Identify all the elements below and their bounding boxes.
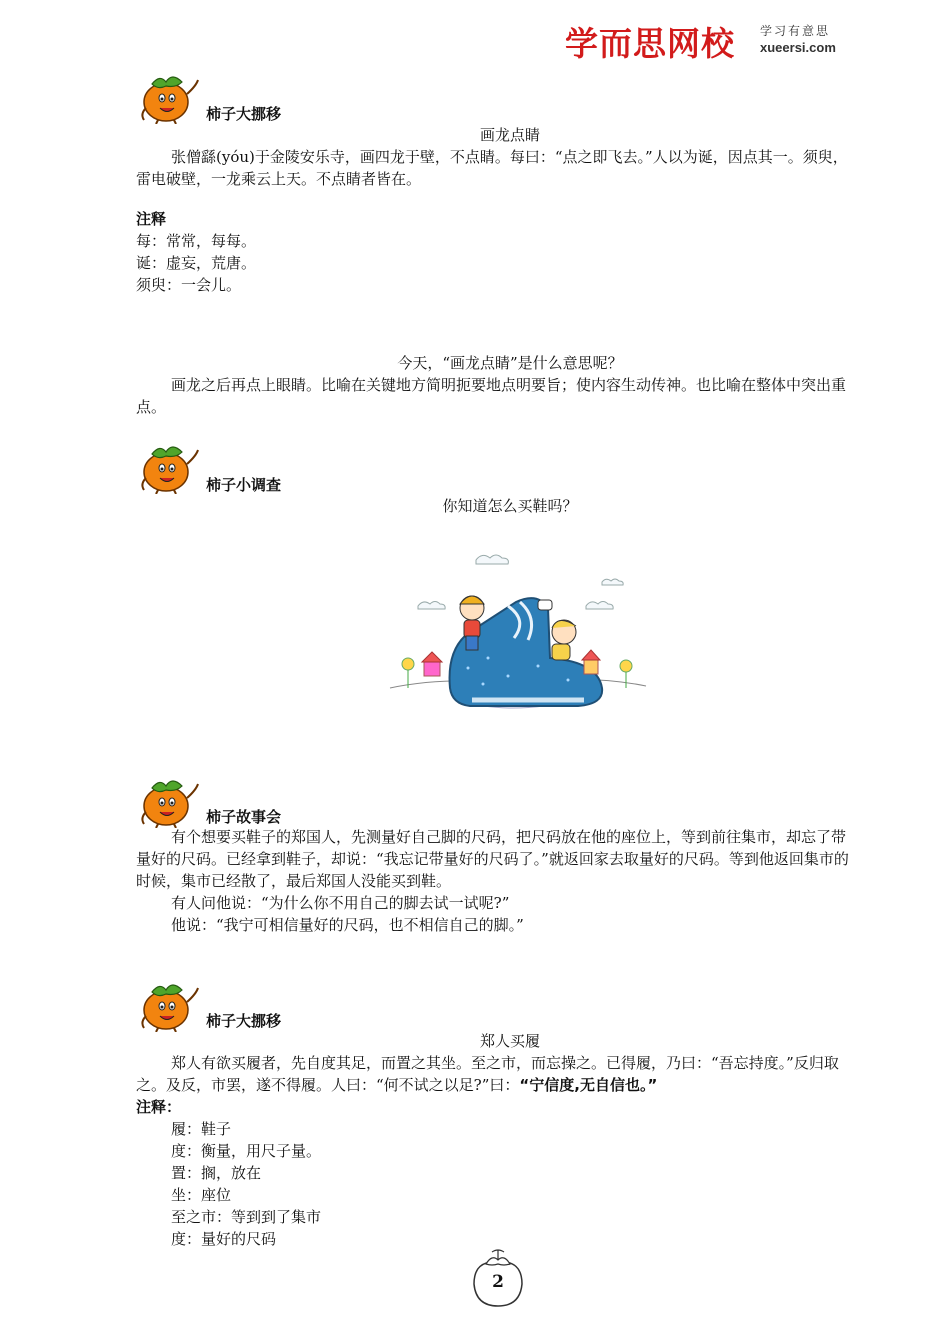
classical-text: 张僧繇(yóu)于金陵安乐寺，画四龙于壁，不点睛。每曰：“点之即飞去。”人以为诞，因点其一。须臾，雷电破壁，一龙乘云上天。不点睛者皆在。 <box>136 148 848 188</box>
page-number: 2 <box>492 1272 504 1292</box>
persimmon-mascot-icon <box>138 770 202 828</box>
kids-on-shoe-illustration <box>388 548 650 716</box>
notes-label: 注释： <box>136 1098 182 1116</box>
note-item: 每：常常，每每。 <box>136 232 257 250</box>
story-title: 画龙点睛 <box>479 126 540 144</box>
story-paragraph: 有人问他说：“为什么你不用自己的脚去试一试呢?” <box>171 894 510 912</box>
logo-brand: 学而思网校 <box>565 24 735 63</box>
note-item: 度：衡量，用尺子量。 <box>171 1142 322 1160</box>
persimmon-mascot-icon <box>138 974 202 1032</box>
question-text: 今天，“画龙点睛”是什么意思呢？ <box>397 354 623 372</box>
section-title: 柿子小调查 <box>206 476 282 494</box>
note-item: 须臾：一会儿。 <box>136 276 242 294</box>
notes-label: 注释 <box>136 210 167 228</box>
note-item: 诞：虚妄，荒唐。 <box>136 254 257 272</box>
logo-slogan: 学习有意思 <box>760 24 831 38</box>
question-text: 你知道怎么买鞋吗？ <box>442 497 578 515</box>
classical-text-main: 郑人有欲买履者，先自度其足，而置之其坐。至之市，而忘操之。已得履，乃曰：“吾忘持度。”反归取之。及反，市罢，遂不得履。人曰：“何不试之以足?”曰： <box>136 1054 839 1094</box>
classical-text <box>136 1052 860 1096</box>
note-item: 履：鞋子 <box>171 1120 232 1138</box>
persimmon-mascot-icon <box>138 436 202 494</box>
answer-text: 画龙之后再点上眼睛。比喻在关键地方简明扼要地点明要旨；使内容生动传神。也比喻在整体中突出重点。 <box>136 376 847 416</box>
classical-text-bold: “宁信度,无自信也。” <box>519 1076 658 1094</box>
section-title: 柿子大挪移 <box>206 1012 282 1030</box>
story-title: 郑人买履 <box>479 1032 540 1050</box>
persimmon-mascot-icon <box>138 66 202 124</box>
section-title: 柿子故事会 <box>206 808 282 826</box>
page-number-badge <box>468 1246 528 1308</box>
xueersi-logo <box>565 16 855 63</box>
section-title: 柿子大挪移 <box>206 105 282 123</box>
note-item: 坐：座位 <box>171 1186 232 1204</box>
story-paragraph: 有个想要买鞋子的郑国人，先测量好自己脚的尺码，把尺码放在他的座位上，等到前往集市，却忘了带量好的尺码。已经拿到鞋子，却说：“我忘记带量好的尺码了。”就返回家去取量好的尺码。等到他返回集市的时候，集市已经散了，最后郑国人没能买到鞋。 <box>136 828 849 890</box>
logo-url: xueersi.com <box>760 40 836 55</box>
story-paragraph: 他说：“我宁可相信量好的尺码，也不相信自己的脚。” <box>171 916 524 934</box>
note-item: 置：搁，放在 <box>171 1164 262 1182</box>
note-item: 度：量好的尺码 <box>171 1230 277 1248</box>
note-item: 至之市：等到到了集市 <box>171 1208 322 1226</box>
